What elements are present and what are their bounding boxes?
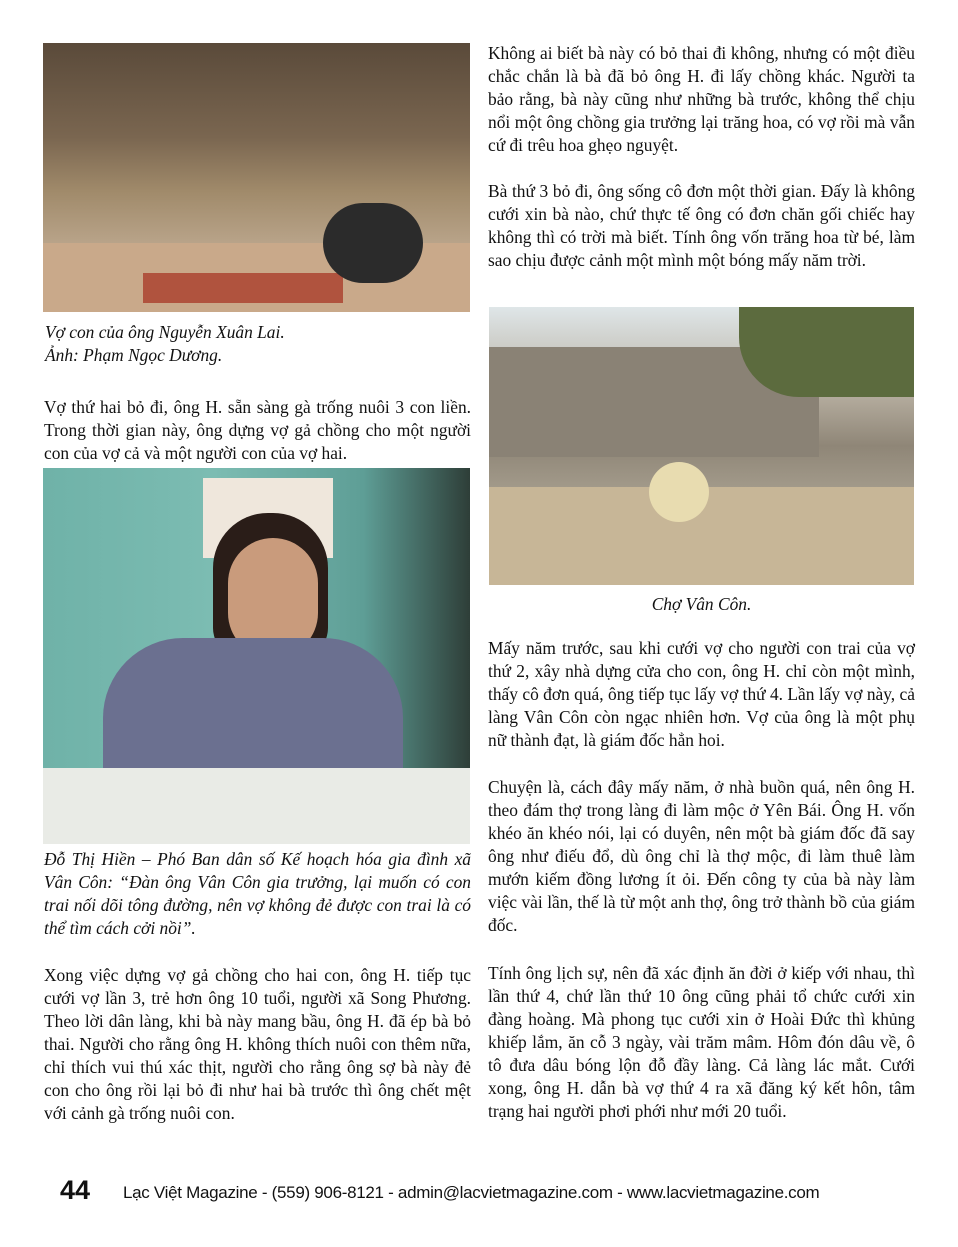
caption-line: Vợ con của ông Nguyễn Xuân Lai. bbox=[45, 322, 285, 342]
page-number: 44 bbox=[60, 1175, 91, 1205]
mat bbox=[143, 273, 343, 303]
photo-credit: Ảnh: Phạm Ngọc Dương. bbox=[45, 345, 223, 365]
motorbike bbox=[323, 203, 423, 283]
paragraph: Tính ông lịch sự, nên đã xác định ăn đời ở kiếp với nhau, thì lần thứ 4, chứ lần thứ 10 ông cũng phải tổ chức cưới xin đàng hoàng. Mà phong tục cưới xin ở Hoài Đức thì khủng khiếp lắm, ăn cỗ 3 ngày, vài trăm mâm. Hôm đón dâu về, ô tô đưa dâu bóng lộn đỗ đầy làng. Cả làng lác mắt. Cưới xong, ông H. dẫn bà vợ thứ 4 ra xã đăng ký kết hôn, tâm trạng hai người phơi phới như mới 20 tuổi. bbox=[488, 963, 915, 1121]
paragraph: Mấy năm trước, sau khi cưới vợ cho người con trai của vợ thứ 2, xây nhà dựng cửa cho con, ông H. chỉ còn một mình, thấy cô đơn quá, ông tiếp tục lấy vợ thứ 4. Lần lấy vợ này, cả làng Vân Côn còn ngạc nhiên hơn. Vợ của ông là một phụ nữ thành đạt, là giám đốc hẳn hoi. bbox=[488, 638, 915, 750]
photo1-caption bbox=[45, 321, 472, 367]
photo2-caption: Đỗ Thị Hiền – Phó Ban dân số Kế hoạch hóa gia đình xã Vân Côn: “Đàn ông Vân Côn gia trưởng, lại muốn có con trai nối dõi tông đường, nên vợ không đẻ được con trai là có thể tìm cách cởi nồi”. bbox=[44, 849, 471, 938]
paragraph: Xong việc dựng vợ gả chồng cho hai con, ông H. tiếp tục cưới vợ lần 3, trẻ hơn ông 10 tuổi, người xã Song Phương. Theo lời dân làng, khi bà này mang bầu, ông H. đã ép bà bỏ thai. Người cho rằng ông H. không thích nuôi con thêm nữa, chỉ thích vui thú xác thịt, người cho rằng ông sợ bà này đẻ con cho ông rồi lại bỏ đi như hai bà trước thì ông chết mệt với cảnh gà trống nuôi con. bbox=[44, 965, 471, 1123]
paragraph: Không ai biết bà này có bỏ thai đi không, nhưng có một điều chắc chắn là bà đã bỏ ông H. đi lấy chồng khác. Người ta bảo rằng, bà này cũng như những bà trước, không thể chịu nổi một ông chồng gia trưởng lại trăng hoa, có vợ rồi mà vẫn cứ đi trêu hoa ghẹo nguyệt. bbox=[488, 43, 915, 155]
paragraph: Chuyện là, cách đây mấy năm, ở nhà buồn quá, nên ông H. theo đám thợ trong làng đi làm mộc ở Yên Bái. Ông H. vốn khéo ăn khéo nói, lại có duyên, nên một bà giám đốc đã say ông như điếu đổ, dù ông chỉ là thợ mộc, đi làm thuê làm mướn kiếm đồng lương ít ỏi. Đến công ty của bà này làm việc vài lần, thế là từ một anh thợ, ông trở thành bồ của giám đốc. bbox=[488, 777, 915, 935]
paragraph: Bà thứ 3 bỏ đi, ông sống cô đơn một thời gian. Đấy là không cưới xin bà nào, chứ thực tế ông có đơn chăn gối chiếc hay không thì có trời mà biết. Tính ông vốn trăng hoa từ bé, làm sao chịu được cảnh một mình một bóng mấy năm trời. bbox=[488, 181, 915, 270]
desk bbox=[43, 768, 470, 844]
photo3-caption: Chợ Vân Côn. bbox=[651, 594, 752, 614]
conical-hat bbox=[649, 462, 709, 522]
photo-van-con-market bbox=[489, 307, 914, 585]
paragraph: Vợ thứ hai bỏ đi, ông H. sẵn sàng gà trống nuôi 3 con liền. Trong thời gian này, ông dựng vợ gả chồng cho một người con của vợ cả và một người con của vợ hai. bbox=[44, 397, 471, 463]
footer-contact: Lạc Việt Magazine - (559) 906-8121 - admin@lacvietmagazine.com - www.lacvietmagazine.com bbox=[123, 1183, 820, 1202]
photo-family-group bbox=[43, 43, 470, 312]
photo-do-thi-hien bbox=[43, 468, 470, 844]
tree bbox=[739, 307, 914, 397]
